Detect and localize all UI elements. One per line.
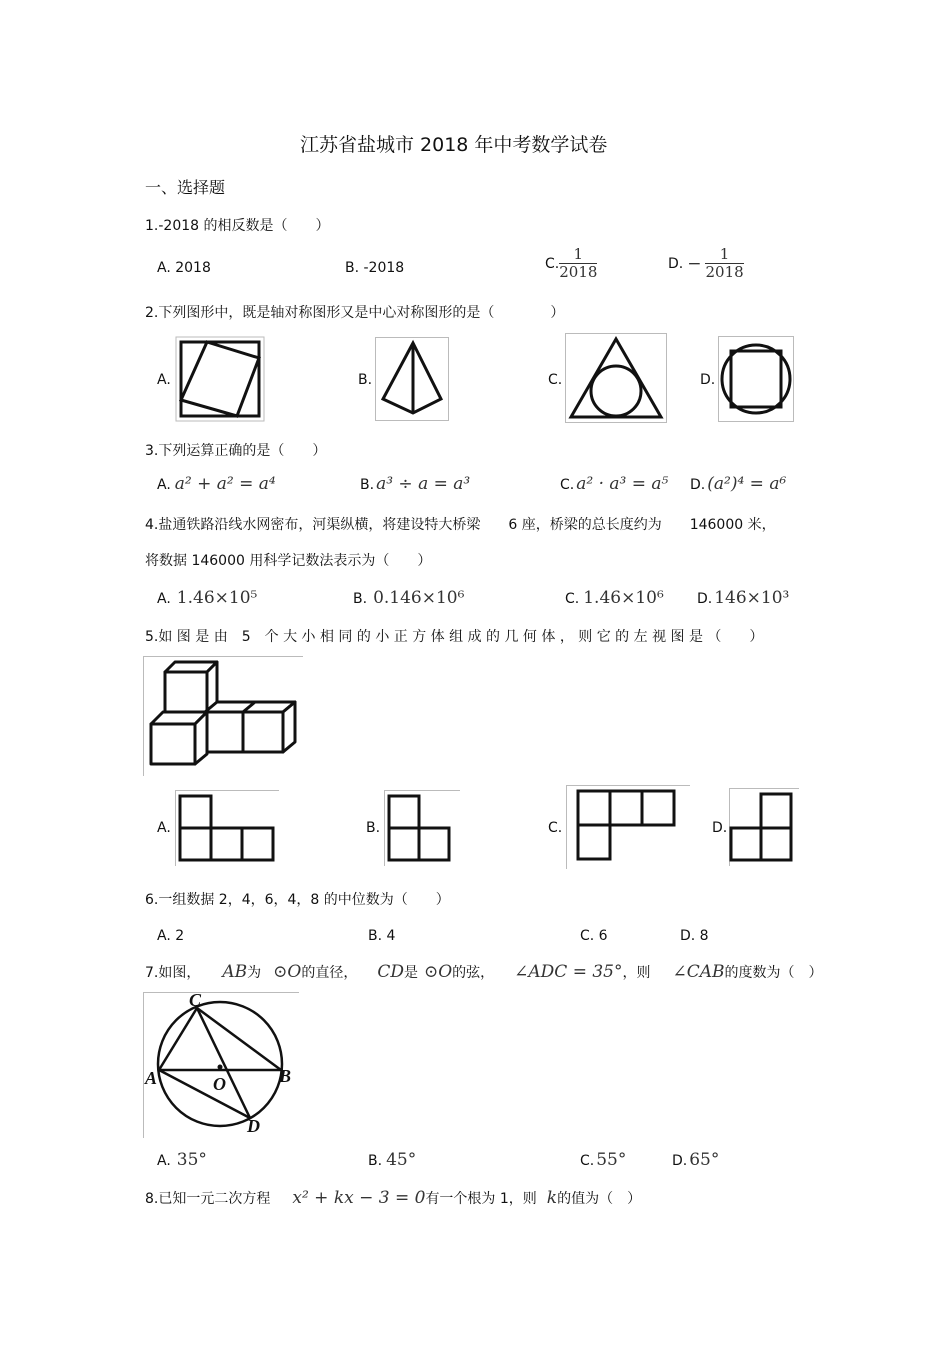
q7-option-b-label: B. [368,1153,383,1169]
q7-option-a[interactable] [157,1150,207,1170]
point-label-b: B [279,1066,292,1086]
q7-math-angle-cab: ∠CAB [672,962,725,982]
q7-option-c-label: C. [580,1153,595,1169]
q5-figure-a [175,790,279,866]
q3-option-a-label: A. [157,477,171,493]
q1-option-c-label: C. [545,255,560,272]
q3-option-b[interactable] [360,474,470,494]
point-label-o: O [213,1074,226,1094]
question-1-stem: 1.-2018 的相反数是（ ） [145,218,330,234]
q3-option-d[interactable] [690,474,786,494]
q4-option-b[interactable] [353,588,464,608]
q4-option-d-label: D. [697,591,713,607]
q6-option-b[interactable]: B. 4 [368,928,396,944]
q7-math-ab: AB [222,962,248,982]
q7-math-circle-o-2: ⊙O [423,962,453,982]
q7-stem-part: 的直径， [301,965,358,981]
q5-option-c[interactable]: C. [548,820,563,836]
question-2-stem: 2.下列图形中，既是轴对称图形又是中心对称图形的是（ ） [145,305,565,321]
q2-figure-b [375,337,449,421]
q1-fraction-d [705,247,743,281]
q1-option-c[interactable] [545,247,597,281]
q5-figure-d [729,788,799,866]
q7-math-a: 35° [176,1150,207,1170]
q2-figure-a [175,336,265,422]
point-label-d: D [247,1116,260,1136]
q3-option-c-label: C. [560,477,575,493]
q7-option-c[interactable] [580,1150,626,1170]
q3-option-b-label: B. [360,477,375,493]
q3-math-b: a³ ÷ a = a³ [376,474,471,494]
q4-option-c[interactable] [565,588,664,608]
q6-option-d[interactable]: D. 8 [680,928,709,944]
q7-stem-part: 7.如图， [145,965,201,981]
question-4-stem-line2: 将数据 146000 用科学记数法表示为（ ） [145,553,432,569]
q2-option-c[interactable]: C. [548,372,563,388]
q2-figure-c [565,333,667,423]
q3-math-d: (a²)⁴ = a⁶ [707,474,787,494]
frac-numerator: 1 [573,245,584,263]
q6-option-c[interactable]: C. 6 [580,928,608,944]
question-6-stem: 6.一组数据 2，4，6，4，8 的中位数为（ ） [145,892,450,908]
page-title: 江苏省盐城市 2018 年中考数学试卷 [300,134,608,156]
q5-cube-figure [143,656,305,776]
q4-math-a: 1.46×10⁵ [176,588,258,608]
q8-math-k: k [546,1188,558,1208]
q3-option-d-label: D. [690,477,706,493]
question-3-stem: 3.下列运算正确的是（ ） [145,443,327,459]
q7-stem-part: 是 [403,965,418,981]
q4-option-b-label: B. [353,591,368,607]
question-8-stem [145,1188,641,1208]
q7-option-d[interactable] [672,1150,719,1170]
q7-option-a-label: A. [157,1153,171,1169]
frac-denominator: 2018 [705,262,744,281]
question-4-stem-line1: 4.盐通铁路沿线水网密布，河渠纵横，将建设特大桥梁 6 座，桥梁的总长度约为 146000 米， [145,517,776,533]
q7-stem-part: 的度数为（ ） [724,965,823,981]
q7-stem-part: 的弦， [452,965,495,981]
q1-option-d-label: D. [668,255,684,272]
q4-option-a-label: A. [157,591,171,607]
q3-option-a[interactable] [157,474,276,494]
minus-sign: − [687,253,702,274]
q8-math-equation: x² + kx − 3 = 0 [292,1188,426,1208]
q5-figure-c [566,785,690,869]
q7-math-b: 45° [386,1150,417,1170]
q4-math-b: 0.146×10⁶ [373,588,465,608]
q8-stem-part: 有一个根为 1，则 [425,1191,537,1207]
q7-circle-figure [143,992,301,1138]
q8-stem-part: 8.已知一元二次方程 [145,1191,271,1207]
q7-option-d-label: D. [672,1153,688,1169]
q3-math-a: a² + a² = a⁴ [174,474,276,494]
q5-option-d[interactable]: D. [712,820,728,836]
q7-math-circle-o: ⊙O [273,962,302,982]
q4-option-d[interactable] [697,588,789,608]
question-7-stem [145,962,823,982]
q1-fraction-c [559,247,597,281]
q3-option-c[interactable] [560,474,668,494]
point-label-a: A [145,1068,158,1088]
q5-option-a[interactable]: A. [157,820,171,836]
point-label-c: C [189,992,202,1010]
q7-stem-part: 为 [247,965,262,981]
q1-option-a[interactable]: A. 2018 [157,260,211,276]
q2-option-d[interactable]: D. [700,372,716,388]
q4-option-c-label: C. [565,591,580,607]
q4-math-d: 146×10³ [714,588,790,608]
frac-denominator: 2018 [559,262,598,281]
q7-math-cd: CD [377,962,404,982]
q4-option-a[interactable] [157,588,257,608]
q8-stem-part: 的值为（ ） [557,1191,642,1207]
question-5-stem: 5.如 图 是 由 5 个 大 小 相 同 的 小 正 方 体 组 成 的 几 何 体 ， 则 它 的 左 视 图 是 （ ） [145,629,764,645]
q2-option-b[interactable]: B. [358,372,373,388]
q5-option-b[interactable]: B. [366,820,381,836]
q6-option-a[interactable]: A. 2 [157,928,185,944]
q2-figure-d [718,336,794,422]
frac-numerator: 1 [719,245,730,263]
q5-figure-b [384,790,460,866]
q7-math-angle-adc: ∠ADC = 35° [514,962,623,982]
q7-math-d: 65° [689,1150,720,1170]
q4-math-c: 1.46×10⁶ [583,588,664,608]
q7-option-b[interactable] [368,1150,416,1170]
q7-stem-part: ，则 [622,965,651,981]
q2-option-a[interactable]: A. [157,372,171,388]
section-heading: 一、选择题 [145,178,226,197]
q7-math-c: 55° [596,1150,627,1170]
q1-option-b[interactable]: B. -2018 [345,260,405,276]
q1-option-d[interactable] [668,247,744,281]
q3-math-c: a² · a³ = a⁵ [576,474,669,494]
